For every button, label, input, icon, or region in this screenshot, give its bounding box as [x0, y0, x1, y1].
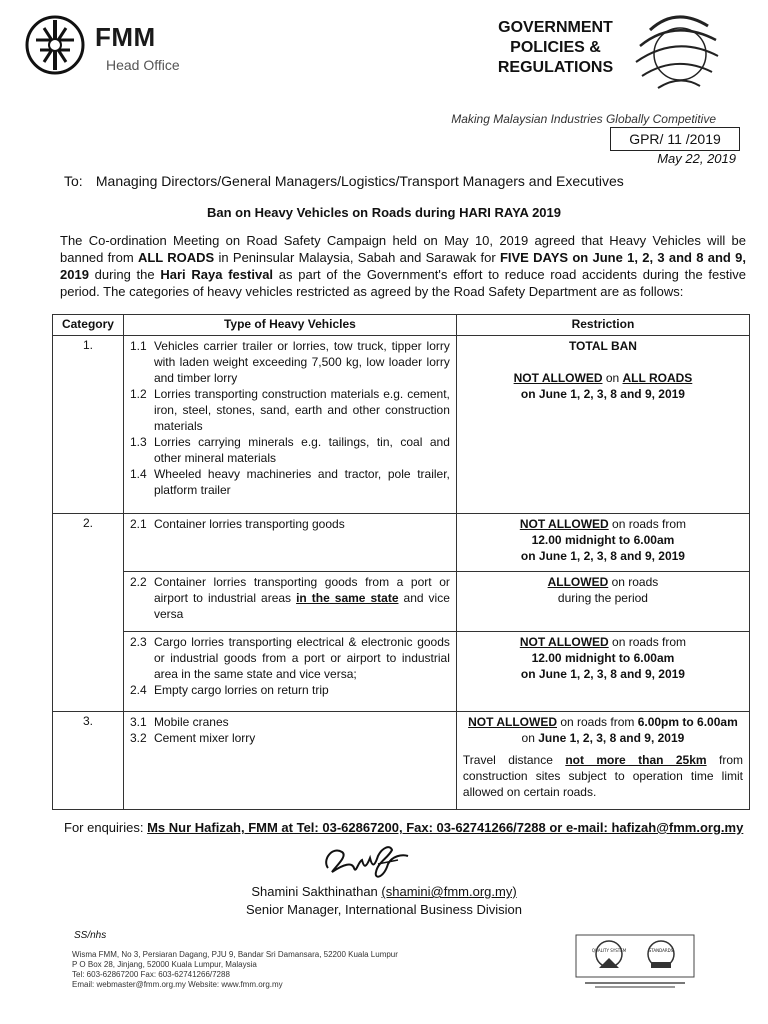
- section-title-line-1: GOVERNMENT: [498, 19, 613, 36]
- signer-name: Shamini Sakthinathan: [251, 884, 378, 899]
- section-title: [488, 18, 623, 78]
- table-row: [53, 572, 750, 632]
- list-item: 1.1 Vehicles carrier trailer or lorries, tow truck, tipper lorry with laden weight exceeding 7,500 kg, low loader lorry and timber lorry: [129, 339, 450, 385]
- category-cell: 1.: [53, 336, 124, 514]
- vehicle-list: [123, 336, 456, 514]
- signer-title: Senior Manager, International Business Division: [245, 902, 523, 917]
- category-cell: 3.: [53, 712, 124, 810]
- category-cell: 2.: [53, 514, 124, 712]
- vehicle-list: [123, 632, 456, 712]
- recipients-line: [64, 173, 624, 189]
- list-item: 1.4 Wheeled heavy machineries and tractor, pole trailer, platform trailer: [129, 467, 450, 497]
- intro-bold-1: ALL ROADS: [137, 250, 215, 265]
- restrictions-table: [52, 314, 750, 810]
- to-label: To:: [64, 173, 83, 189]
- intro-text-2: in Peninsular Malaysia, Sabah and Sarawak for: [214, 250, 500, 265]
- list-item: 2.3 Cargo lorries transporting electrical & electronic goods or industrial goods from a port or airport to industrial area in the same state and vice versa;: [129, 635, 450, 681]
- vehicle-list: [123, 514, 456, 572]
- globe-logo: [630, 10, 722, 94]
- vehicle-list: [123, 572, 456, 632]
- signer-line: [0, 884, 768, 899]
- list-item: 2.4 Empty cargo lorries on return trip: [129, 683, 329, 697]
- org-subtitle: Head Office: [106, 57, 180, 73]
- signer-email: (shamini@fmm.org.my): [381, 884, 517, 899]
- restriction-cell: NOT ALLOWED on roads from 6.00pm to 6.00am on June 1, 2, 3, 8 and 9, 2019 Travel distance not more than 25km from construction sites subject to operation time limit allowed on certain roads.: [456, 712, 749, 810]
- header-category: Category: [53, 315, 124, 336]
- reference-initials: SS/nhs: [74, 930, 107, 941]
- fmm-logo: [24, 14, 86, 76]
- enquiries-contact: Ms Nur Hafizah, FMM at Tel: 03-62867200, Fax: 03-62741266/7288 or e-mail: hafizah@fmm.org.my: [147, 820, 744, 835]
- list-item: 1.2 Lorries transporting construction materials e.g. cement, iron, steel, stones, sand, earth and other construction materials: [129, 387, 450, 433]
- subject-heading: Ban on Heavy Vehicles on Roads during HARI RAYA 2019: [206, 205, 561, 220]
- list-item: 3.1 Mobile cranes: [129, 715, 229, 729]
- address-line: Email: webmaster@fmm.org.my Website: www.fmm.org.my: [72, 980, 283, 989]
- list-item: 2.1 Container lorries transporting goods: [129, 517, 345, 531]
- address-line: P O Box 28, Jinjang, 52000 Kuala Lumpur, Malaysia: [72, 960, 257, 969]
- vehicle-list: [123, 712, 456, 810]
- enquiries-line: [64, 820, 743, 835]
- table-row: [53, 632, 750, 712]
- cert-left-label: QUALITY SYSTEM: [591, 948, 627, 953]
- certification-logos: [575, 934, 695, 990]
- section-title-line-2: POLICIES &: [510, 39, 601, 56]
- intro-text-3: during the: [88, 267, 161, 282]
- total-ban-label: TOTAL BAN: [568, 339, 637, 353]
- reference-number: GPR/ 11 /2019: [610, 127, 740, 151]
- section-title-line-3: REGULATIONS: [497, 59, 614, 76]
- intro-bold-2: FIVE DAYS on June 1, 2, 3 and 8 and 9, 2019: [60, 250, 746, 282]
- table-row: [53, 514, 750, 572]
- restriction-cell: NOT ALLOWED on roads from 12.00 midnight to 6.00am on June 1, 2, 3, 8 and 9, 2019: [456, 632, 749, 712]
- table-header-row: [53, 315, 750, 336]
- intro-bold-3: Hari Raya festival: [160, 267, 274, 282]
- signature-image: [318, 838, 414, 884]
- address-line: Wisma FMM, No 3, Persiaran Dagang, PJU 9, Bandar Sri Damansara, 52200 Kuala Lumpur: [72, 950, 398, 959]
- header-restriction: Restriction: [456, 315, 749, 336]
- recipients: Managing Directors/General Managers/Logistics/Transport Managers and Executives: [95, 173, 624, 189]
- enquiries-label: For enquiries:: [64, 820, 148, 835]
- distance-note: Travel distance not more than 25km from construction sites subject to operation time limit allowed on certain roads.: [462, 753, 743, 799]
- footer-address: [72, 950, 398, 990]
- list-item: 1.3 Lorries carrying minerals e.g. tailings, tin, coal and other mineral materials: [129, 435, 450, 465]
- list-item: 2.2 Container lorries transporting goods from a port or airport to industrial areas in the same state and vice versa: [129, 575, 450, 621]
- intro-paragraph: [60, 232, 746, 300]
- intro-text-1: The Co-ordination Meeting on Road Safety Campaign held on May 10, 2019 agreed that Heavy Vehicles will be banned from: [60, 233, 746, 265]
- intro-text-4: as part of the Government's effort to reduce road accidents during the festive period. The categories of heavy vehicles restricted as agreed by the Road Safety Department are as follows:: [60, 267, 746, 299]
- restriction-cell: ALLOWED on roads during the period: [456, 572, 749, 632]
- restriction-cell: NOT ALLOWED on roads from 12.00 midnight to 6.00am on June 1, 2, 3, 8 and 9, 2019: [456, 514, 749, 572]
- restriction-cell: TOTAL BAN NOT ALLOWED on ALL ROADS on June 1, 2, 3, 8 and 9, 2019: [456, 336, 749, 514]
- header-vehicle-type: Type of Heavy Vehicles: [123, 315, 456, 336]
- address-line: Tel: 603-62867200 Fax: 603-62741266/7288: [72, 970, 230, 979]
- table-row: [53, 712, 750, 810]
- list-item: 3.2 Cement mixer lorry: [129, 731, 256, 745]
- letter-date: May 22, 2019: [657, 151, 736, 166]
- cert-right-label: STANDARDS: [648, 948, 674, 953]
- tagline: Making Malaysian Industries Globally Competitive: [451, 112, 716, 126]
- org-name: FMM: [95, 22, 156, 52]
- table-row: [53, 336, 750, 514]
